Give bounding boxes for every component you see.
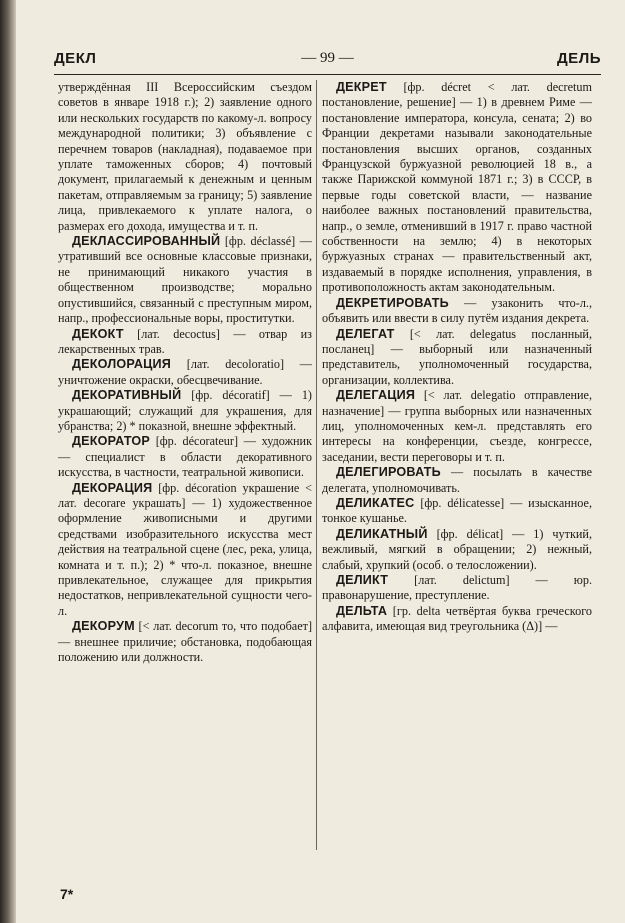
column-divider [316,80,317,850]
page-number: — 99 — [301,50,354,66]
entry-headword: ДЕКОРАЦИЯ [72,480,153,495]
entry-headword: ДЕЛИКАТЕС [336,495,415,510]
entry-definition: [фр. délicatesse] — изысканное, тонкое кушанье. [322,495,592,526]
left-column [58,80,312,665]
dictionary-entry [322,80,592,296]
entry-headword: ДЕЛЬТА [336,603,388,618]
entry-definition: [< лат. delegatio отправление, назначение] — группа выборных или назначенных лиц, уполномоченных кем-л. представлять его интересы на конференции, съезде, конгрессе, заседании, вести переговоры и т. п. [322,388,592,464]
dictionary-entry [322,573,592,604]
entry-headword: ДЕЛЕГИРОВАТЬ [336,465,441,480]
dictionary-entry [322,388,592,465]
entry-headword: ДЕКРЕТИРОВАТЬ [336,295,449,310]
entry-definition: [лат. delictum] — юр. правонарушение, преступление. [322,573,592,603]
entry-headword: ДЕЛЕГАТ [336,326,395,341]
entry-headword: ДЕКРЕТ [336,80,387,94]
entry-definition: утверждённая III Всероссийским съездом советов в январе 1918 г.); 2) заявление одного или нескольких государств по какому-л. вопросу международной политики; 3) объявление с перечнем товаров (накладная), подаваемое при уплате таможенных сборов; 4) почтовый документ, прилагаемый к денежным и ценным пакетам, отправляемым за границу; 5) заявление лица, привлекаемого к уплате налога, о размерах его дохода, имущества и т. п. [58,80,312,233]
right-column [322,80,592,635]
entry-definition: — узаконить что-л., объявить или ввести в силу путём издания декрета. [322,295,592,326]
page-header [54,50,601,72]
entry-definition: [фр. décoratif] — 1) украшающий; служащий для украшения, для убранства; 2) * показной, внешне эффектный. [58,388,312,433]
entry-headword: ДЕЛИКАТНЫЙ [336,526,428,541]
entry-headword: ДЕКОКТ [72,326,124,341]
dictionary-entry [322,604,592,635]
entry-definition: [лат. decoloratio] — уничтожение окраски, обесцвечивание. [58,357,312,387]
entry-headword: ДЕКОЛОРАЦИЯ [72,357,172,372]
entry-definition: [фр. décorateur] — художник — специалист в области декоративного искусства, в частности, театральной живописи. [58,434,312,480]
entry-headword: ДЕКОРУМ [72,619,135,634]
entry-headword: ДЕКЛАССИРОВАННЫЙ [72,234,221,249]
entry-headword: ДЕКОРАТИВНЫЙ [72,388,182,403]
dictionary-entry [58,619,312,665]
dictionary-entry [322,327,592,389]
header-left-guide-word: ДЕКЛ [54,50,97,67]
entry-headword: ДЕЛЕГАЦИЯ [336,388,416,403]
entry-definition: [фр. décret < лат. decretum постановление, решение] — 1) в древнем Риме — постановление императора, консула, сената; 2) во Франции декретами называли законодательные постановления высших органов, созданных Французской буржуазной революцией 18 в., а также Парижской коммуной 1871 г.; 3) в СССР, в первые годы советской власти, — название наиболее важных постановлений правительства, напр., о земле, отменивший в 1917 г. право частной собственности на землю; 4) в некоторых буржуазных странах — правительственный акт, издаваемый в порядке исполнения, управления, в противоположность актам законодательным. [322,80,592,295]
entry-definition: [< лат. decorum то, что подобает] — внешнее приличие; обстановка, подобающая положению или должности. [58,619,312,665]
book-spine-shadow [0,0,16,923]
dictionary-entry [322,465,592,496]
entry-definition: — посылать в качестве делегата, уполномочивать. [322,465,592,495]
dictionary-entry [58,357,312,388]
dictionary-entry [322,296,592,327]
header-rule [54,74,601,75]
entry-definition: [фр. délicat] — 1) чуткий, вежливый, мягкий в обращении; 2) нежный, слабый, хрупкий (особ. о телосложении). [322,526,592,572]
dictionary-entry [58,388,312,434]
signature-mark: 7* [60,886,74,902]
entry-definition: [гр. delta четвёртая буква греческого алфавита, имеющая вид треугольника (Δ)] — [322,603,592,634]
dictionary-entry [322,527,592,573]
entry-definition: [фр. déclassé] — утративший все основные классовые признаки, не принимающий никакого участия в общественном производстве; морально опустившийся, связанный с преступным миром, напр., профессиональные воры, проститутки. [58,234,312,326]
entry-definition: [лат. decoctus] — отвар из лекарственных трав. [58,326,312,356]
entry-definition: [фр. décoration украшение < лат. decorare украшать] — 1) художественное оформление живописными и другими средствами изобразительного искусства мест действия на театральной сцене (лес, река, улица, комната и т. п.); 2) * что-л. показное, внешне привлекательное, служащее для прикрытия недостатков, непривлекательной сущности чего-л. [58,480,312,618]
entry-headword: ДЕЛИКТ [336,573,389,587]
dictionary-entry [58,234,312,326]
dictionary-entry-continuation [58,80,312,234]
entry-definition: [< лат. delegatus посланный, посланец] — выборный или назначенный представитель, уполномоченный государства, организации, коллектива. [322,326,592,387]
dictionary-entry [322,496,592,527]
dictionary-entry [58,481,312,620]
dictionary-entry [58,434,312,480]
header-right-guide-word: ДЕЛЬ [557,50,601,67]
entry-headword: ДЕКОРАТОР [72,434,150,449]
dictionary-entry [58,327,312,358]
